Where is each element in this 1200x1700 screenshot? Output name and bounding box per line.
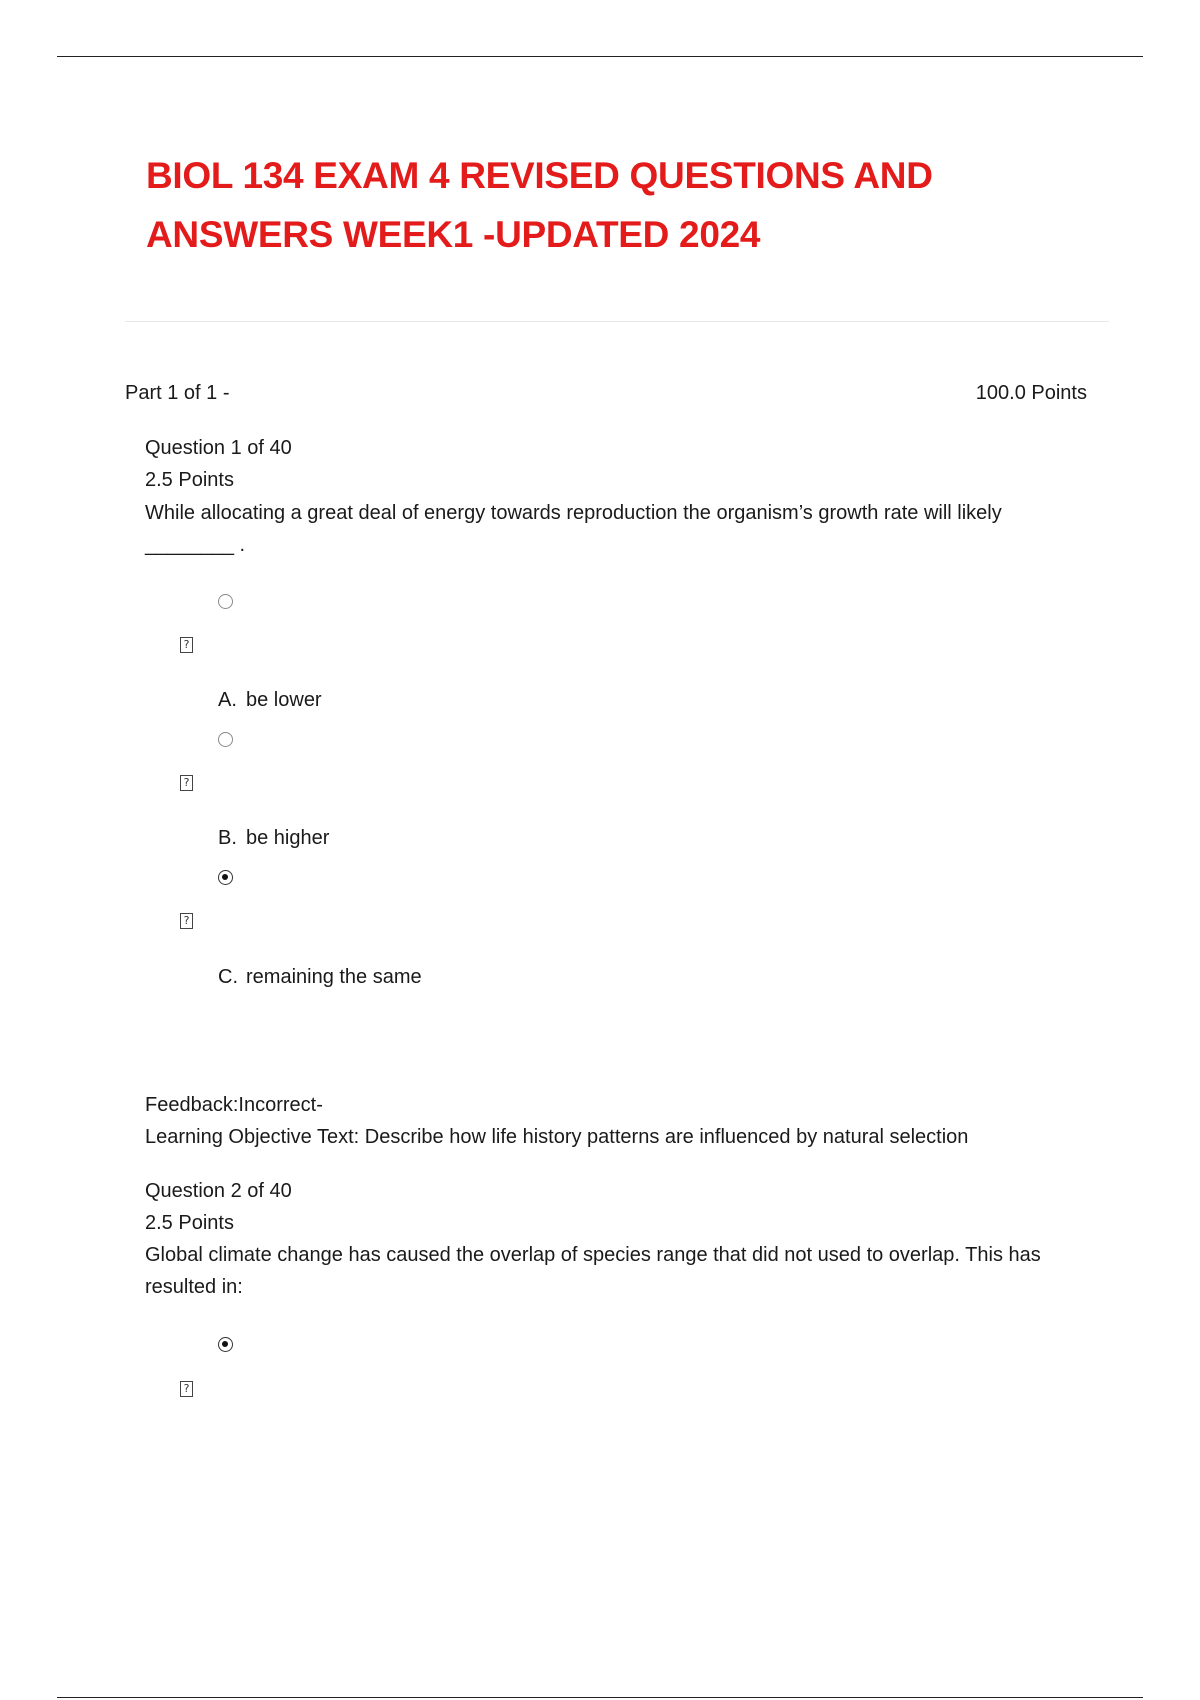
radio-button-b[interactable]: [218, 732, 233, 747]
question-number: Question 1 of 40: [145, 437, 292, 459]
document-title: BIOL 134 EXAM 4 REVISED QUESTIONS AND ANSWERS WEEK1 -UPDATED 2024: [146, 155, 933, 255]
page-top-rule: [57, 56, 1143, 57]
missing-glyph-icon: ?: [180, 775, 193, 791]
question-text: While allocating a great deal of energy towards reproduction the organism’s growth rate will likely ________ .: [145, 502, 1002, 556]
option-text: be higher: [246, 827, 330, 849]
option-letter: B.: [218, 827, 237, 849]
option-text: remaining the same: [246, 966, 422, 988]
title-divider: [125, 321, 1109, 322]
option-c-label[interactable]: [218, 963, 422, 991]
question-number: Question 2 of 40: [145, 1180, 292, 1202]
missing-glyph-icon: ?: [180, 913, 193, 929]
learning-objective-text: Learning Objective Text: Describe how life history patterns are influenced by natural selection: [145, 1126, 969, 1148]
option-letter: A.: [218, 689, 237, 711]
feedback-text: Feedback:Incorrect-: [145, 1094, 323, 1116]
option-b-label[interactable]: [218, 824, 329, 852]
radio-button-a[interactable]: [218, 594, 233, 609]
part-header: [125, 380, 1087, 406]
page-bottom-rule: [57, 1697, 1143, 1698]
radio-button-c-selected[interactable]: [218, 870, 233, 885]
option-a-label[interactable]: [218, 686, 322, 714]
part-label: Part 1 of 1 -: [125, 382, 230, 404]
missing-glyph-icon: ?: [180, 637, 193, 653]
part-points: 100.0 Points: [975, 382, 1087, 404]
radio-button-a-selected[interactable]: [218, 1337, 233, 1352]
question-points: 2.5 Points: [145, 469, 234, 491]
missing-glyph-icon: ?: [180, 1381, 193, 1397]
option-letter: C.: [218, 966, 238, 988]
question-text: Global climate change has caused the overlap of species range that did not used to overlap. This has resulted in:: [145, 1244, 1041, 1298]
question-points: 2.5 Points: [145, 1212, 234, 1234]
option-text: be lower: [246, 689, 322, 711]
